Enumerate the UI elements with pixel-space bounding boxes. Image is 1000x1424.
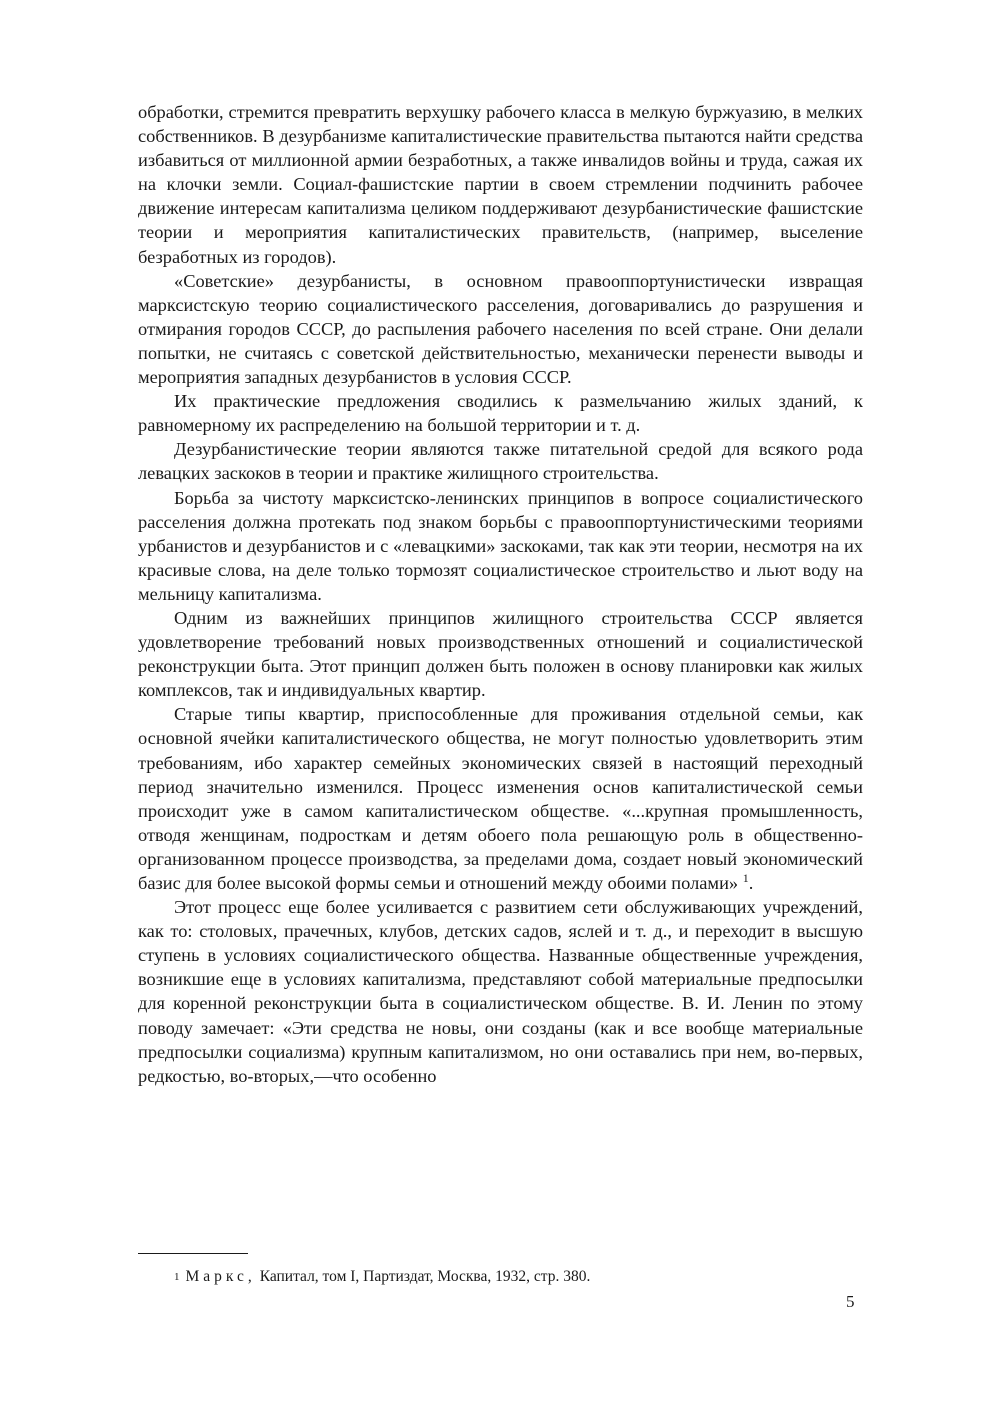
paragraph-7: Старые типы квартир, приспособленные для проживания отдельной семьи, как основной ячейки капиталистического общества, не могут полностью удовлетворить этим требованиям, ибо характер семейных экономических связей в настоящий переходный период значительно изменился. Процесс изменения основ капиталистической семьи происходит уже в самом капиталистическом обществе. «...крупная промышленность, отводя женщинам, подросткам и детям обоего пола решающую роль в общественно-организованном процессе производства, за пределами дома, создает новый экономический базис для более высокой формы семьи и отношений между обоими полами» $^1$. [138,704,863,893]
footnote-reference: 1 [742,870,749,885]
paragraph-4: Дезурбанистические теории являются также питательной средой для всякого рода левацких заскоков в теории и практике жилищного строительства. [138,439,863,484]
paragraph-3: Их практические предложения сводились к размельчанию жилых зданий, к равномерному их распределению на большой территории и т. д. [138,391,863,436]
paragraph-2: «Советские» дезурбанисты, в основном правооппортунистически извращая марксистскую теорию социалистического расселения, договаривались до разрушения и отмирания городов СССР, до распыления рабочего населения по всей стране. Они делали попытки, не считаясь с советской действительностью, механически перенести выводы и мероприятия западных дезурбанистов в условия СССР. [138,270,863,388]
body-text [138,100,863,1088]
paragraph-8: Этот процесс еще более усиливается с развитием сети обслуживающих учреждений, как то: столовых, прачечных, клубов, детских садов, яслей и т. д., и переходит в высшую ступень в условиях социалистического общества. Названные общественные учреждения, возникшие еще в условиях капитализма, представляют собой материальные предпосылки для коренной реконструкции быта в социалистическом обществе. В. И. Ленин по этому поводу замечает: «Эти средства не новы, они созданы (как и все вообще материальные предпосылки социализма) крупным капитализмом, но они оставались при нем, во-первых, редкостью, во-вторых,—что особенно [138,897,863,1086]
footnote-marker: 1 [174,1271,180,1283]
paragraph-7-text: Старые типы квартир, приспособленные для проживания отдельной семьи, как основной ячейки капиталистического общества, не могут полностью удовлетворить этим требованиям, ибо характер семейных экономических связей в настоящий переходный период значительно изменился. Процесс изменения основ капиталистической семьи происходит уже в самом капиталистическом обществе. «...крупная промышленность, отводя женщинам, подросткам и детям обоего пола решающую роль в общественно-организованном процессе производства, за пределами дома, создает новый экономический базис для более высокой формы семьи и отношений между обоими полами» [138,704,863,893]
footnote [174,1267,814,1287]
paragraph-6: Одним из важнейших принципов жилищного строительства СССР является удовлетворение требований новых производственных отношений и социалистической реконструкции быта. Этот принцип должен быть положен в основу планировки как жилых комплексов, так и индивидуальных квартир. [138,607,863,701]
footnote-divider [138,1253,248,1254]
page-number: 5 [846,1292,855,1311]
footnote-author: Маркс, [185,1268,256,1285]
paragraph-1: обработки, стремится превратить верхушку рабочего класса в мелкую буржуазию, в мелких собственников. В дезурбанизме капиталистические правительства пытаются найти средства избавиться от миллионной армии безработных, а также инвалидов войны и труда, сажая их на клочки земли. Социал-фашистские партии в своем стремлении подчинить рабочее движение интересам капитализма целиком поддерживают дезурбанистические фашистские теории и мероприятия капиталистических правительств, (например, выселение безработных из городов). [138,102,863,267]
paragraph-5: Борьба за чистоту марксистско-ленинских принципов в вопросе социалистического расселения должна протекать под знаком борьбы с правооппортунистическими теориями урбанистов и дезурбанистов и с «левацкими» заскоками, так как эти теории, несмотря на их красивые слова, на деле только тормозят социалистическое строительство и льют воду на мельницу капитализма. [138,487,863,604]
footnote-text: Капитал, том I, Партиздат, Москва, 1932, стр. 380. [259,1268,591,1285]
